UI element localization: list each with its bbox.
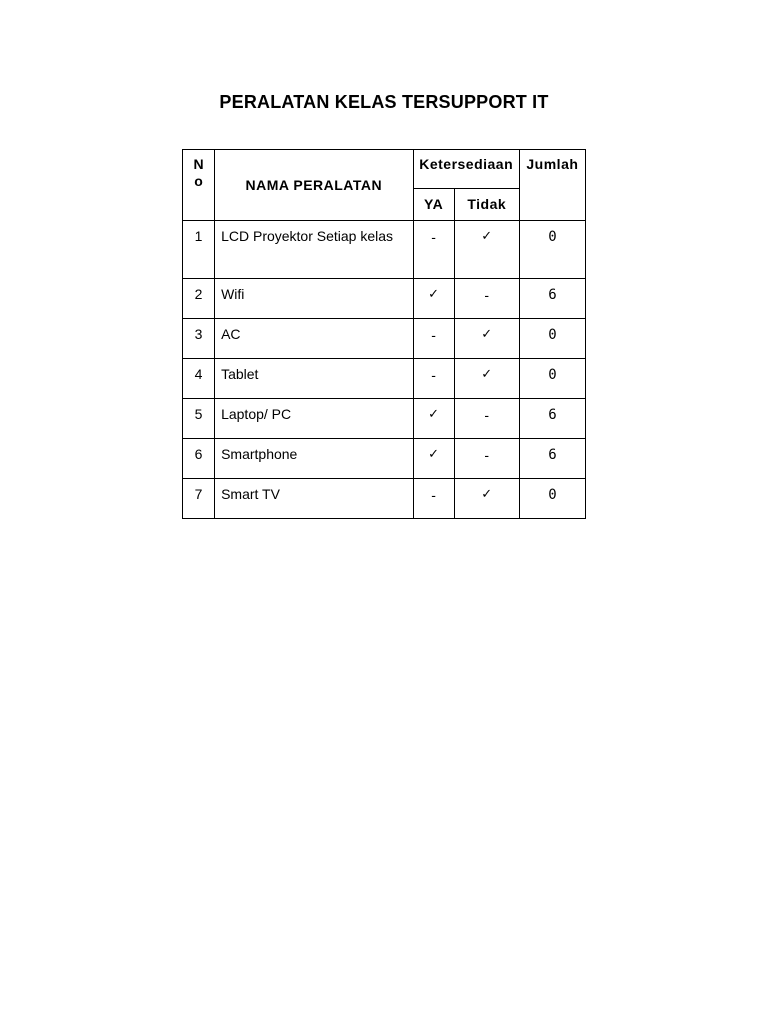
row-number-text: 2 [194,286,203,302]
equipment-name [215,279,413,319]
check-icon: ✓ [428,287,440,302]
table-row [183,319,586,359]
header-ya: YA [413,188,454,220]
availability-tidak [454,221,519,279]
row-number-text: 3 [194,326,203,342]
availability-tidak [454,319,519,359]
equipment-name-text: Smartphone [221,446,298,462]
row-number-text: 5 [194,406,203,422]
table-row [183,479,586,519]
page-title: PERALATAN KELAS TERSUPPORT IT [219,92,549,112]
dash-mark: - [484,407,490,423]
availability-tidak [454,359,519,399]
availability-ya [413,359,454,399]
availability-ya [413,439,454,479]
quantity [519,399,585,439]
row-number [183,221,215,279]
check-icon: ✓ [481,487,493,502]
equipment-name-text: AC [221,326,241,342]
availability-tidak [454,439,519,479]
availability-ya [413,319,454,359]
row-number [183,479,215,519]
dash-mark: - [431,487,436,503]
row-number [183,439,215,479]
quantity-text: 0 [548,229,557,245]
equipment-name-text: Tablet [221,366,259,382]
availability-ya [413,399,454,439]
availability-tidak [454,279,519,319]
check-icon: ✓ [481,229,493,244]
equipment-table [182,149,586,519]
table-header-row [183,150,586,189]
equipment-name [215,359,413,399]
availability-ya [413,221,454,279]
header-tidak: Tidak [454,188,519,220]
dash-mark: - [431,367,436,383]
quantity [519,479,585,519]
row-number-text: 7 [194,486,203,502]
equipment-name [215,479,413,519]
header-no [183,150,215,221]
equipment-name-text: LCD Proyektor Setiap kelas [221,228,394,244]
quantity [519,359,585,399]
quantity-text: 6 [548,447,557,463]
table-row [183,439,586,479]
row-number-text: 4 [194,366,203,382]
quantity [519,279,585,319]
availability-tidak [454,399,519,439]
table-row [183,359,586,399]
equipment-name-text: Smart TV [221,486,280,502]
quantity-text: 0 [548,327,557,343]
row-number [183,279,215,319]
availability-ya [413,279,454,319]
row-number [183,399,215,439]
quantity-text: 6 [548,407,557,423]
availability-ya [413,479,454,519]
row-number-text: 6 [194,446,203,462]
row-number [183,359,215,399]
check-icon: ✓ [481,327,493,342]
header-name: NAMA PERALATAN [215,150,413,221]
header-jumlah: Jumlah [519,150,585,221]
dash-mark: - [431,229,436,245]
quantity-text: 0 [548,367,557,383]
dash-mark: - [484,287,490,303]
equipment-name [215,439,413,479]
quantity-text: 6 [548,287,557,303]
dash-mark: - [484,447,490,463]
equipment-name [215,319,413,359]
equipment-name-text: Laptop/ PC [221,406,292,422]
quantity [519,439,585,479]
equipment-name-text: Wifi [221,286,245,302]
quantity-text: 0 [548,487,557,503]
table-row [183,399,586,439]
equipment-name [215,399,413,439]
check-icon: ✓ [428,447,440,462]
table-row [183,279,586,319]
table-body [183,221,586,519]
header-availability: Ketersediaan [413,150,519,189]
quantity [519,221,585,279]
quantity [519,319,585,359]
check-icon: ✓ [428,407,440,422]
equipment-name [215,221,413,279]
availability-tidak [454,479,519,519]
dash-mark: - [431,327,436,343]
row-number-text: 1 [194,228,203,244]
row-number [183,319,215,359]
header-no-label: N o [193,156,204,189]
check-icon: ✓ [481,367,493,382]
table-row [183,221,586,279]
